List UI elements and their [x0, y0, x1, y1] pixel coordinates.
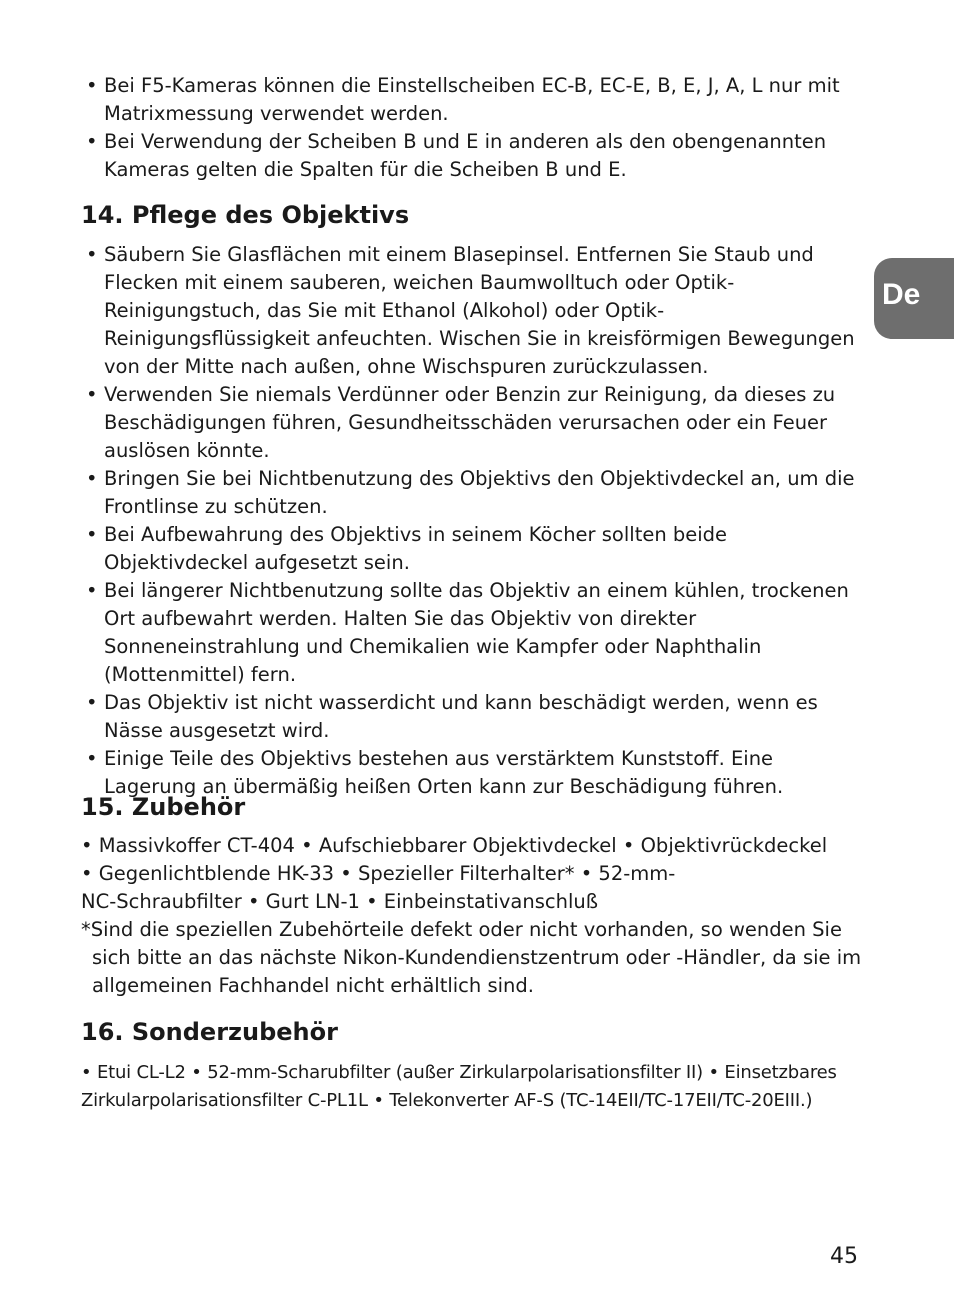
- list-item: • Bringen Sie bei Nichtbenutzung des Objektivs den Objektivdeckel an, um die Frontlinse zu schützen.: [86, 465, 866, 521]
- list-item: • Bei Aufbewahrung des Objektivs in seinem Köcher sollten beide Objektivdeckel aufgesetzt sein.: [86, 521, 866, 577]
- optional-accessories-line: Zirkularpolarisationsfilter C-PL1L • Telekonverter AF-S (TC-14EII/TC-17EII/TC-20EIII.): [81, 1090, 813, 1111]
- list-item: • Bei Verwendung der Scheiben B und E in anderen als den obengenannten Kameras gelten die Spalten für die Scheiben B und E.: [86, 128, 866, 184]
- language-tab: [874, 258, 954, 339]
- top-notes-list: [86, 72, 866, 184]
- footnote-line: sich bitte an das nächste Nikon-Kundendienstzentrum oder -Händler, da sie im: [92, 946, 862, 969]
- list-item: • Bei F5-Kameras können die Einstellscheiben EC-B, EC-E, B, E, J, A, L nur mit Matrixmessung verwendet werden.: [86, 72, 866, 128]
- accessories-line: • Massivkoffer CT-404 • Aufschiebbarer Objektivdeckel • Objektivrückdeckel: [81, 834, 828, 857]
- section-14-title: 14. Pflege des Objektivs: [81, 201, 410, 229]
- optional-accessories-list: [81, 1059, 871, 1115]
- page-number: 45: [830, 1244, 858, 1269]
- language-tab-label: De: [882, 278, 921, 311]
- section-15-title: 15. Zubehör: [81, 793, 246, 821]
- list-item: • Einige Teile des Objektivs bestehen aus verstärktem Kunststoff. Eine Lagerung an übermäßig heißen Orten kann zur Beschädigung führen.: [86, 745, 866, 801]
- accessories-line: NC-Schraubfilter • Gurt LN-1 • Einbeinstativanschluß: [81, 890, 598, 913]
- optional-accessories-line: • Etui CL-L2 • 52-mm-Scharubfilter (außer Zirkularpolarisationsfilter II) • Einsetzbares: [81, 1062, 837, 1083]
- footnote-line: *Sind die speziellen Zubehörteile defekt oder nicht vorhanden, so wenden Sie: [81, 918, 842, 941]
- accessories-footnote: [81, 916, 871, 1000]
- section-16-title: 16. Sonderzubehör: [81, 1018, 338, 1046]
- list-item: • Das Objektiv ist nicht wasserdicht und kann beschädigt werden, wenn es Nässe ausgesetzt wird.: [86, 689, 866, 745]
- list-item: • Bei längerer Nichtbenutzung sollte das Objektiv an einem kühlen, trockenen Ort aufbewahrt werden. Halten Sie das Objektiv von direkter Sonneneinstrahlung und Chemikalien wie Kampfer oder Naphthalin (Mottenmittel) fern.: [86, 577, 866, 689]
- section-14-list: [86, 241, 866, 801]
- accessories-line: • Gegenlichtblende HK-33 • Spezieller Filterhalter* • 52-mm-: [81, 862, 676, 885]
- list-item: • Säubern Sie Glasflächen mit einem Blasepinsel. Entfernen Sie Staub und Flecken mit einem sauberen, weichen Baumwolltuch oder Optik-Reinigungstuch, das Sie mit Ethanol (Alkohol) oder Optik-Reinigungsflüssigkeit anfeuchten. Wischen Sie in kreisförmigen Bewegungen von der Mitte nach außen, ohne Wischspuren zurückzulassen.: [86, 241, 866, 381]
- accessories-list: [81, 832, 871, 916]
- list-item: • Verwenden Sie niemals Verdünner oder Benzin zur Reinigung, da dieses zu Beschädigungen führen, Gesundheitsschäden verursachen oder ein Feuer auslösen könnte.: [86, 381, 866, 465]
- footnote-line: allgemeinen Fachhandel nicht erhältlich sind.: [92, 974, 534, 997]
